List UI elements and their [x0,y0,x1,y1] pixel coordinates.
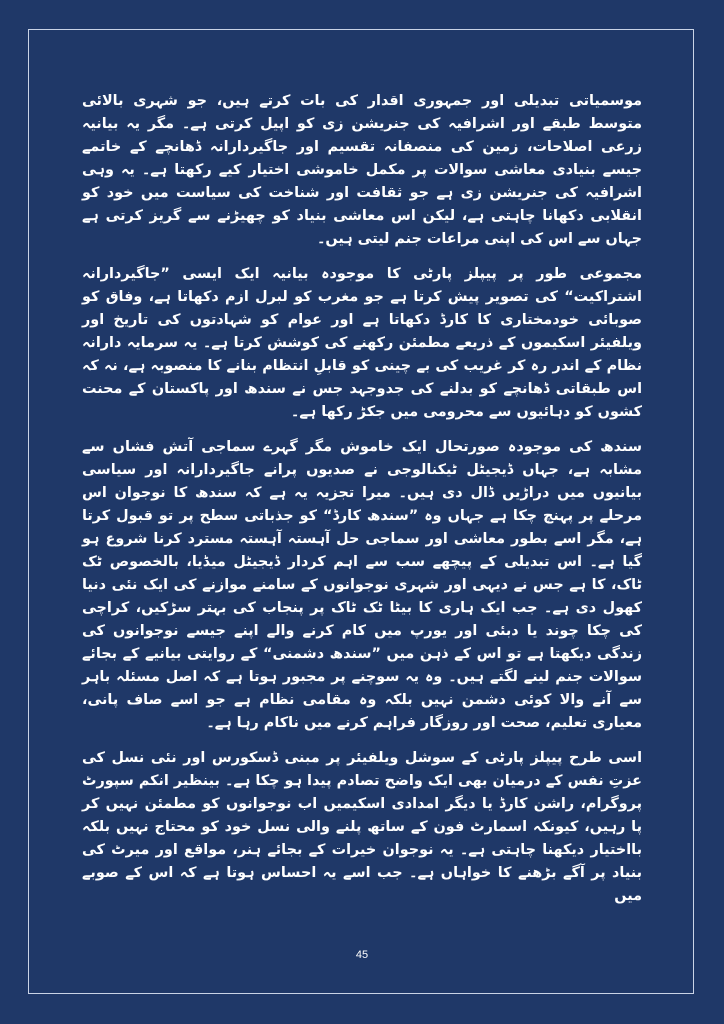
paragraph-1: موسمیاتی تبدیلی اور جمہوری اقدار کی بات کرتے ہیں، جو شہری بالائی متوسط طبقے اور اشرافیہ کی جنریشن زی کو اپیل کرتی ہے۔ مگر یہ بیانیہ زرعی اصلاحات، زمین کی منصفانہ تقسیم اور جاگیردارانہ ڈھانچے کے خاتمے جیسے بنیادی معاشی سوالات پر مکمل خاموشی اختیار کیے رکھتا ہے۔ یہ وہی اشرافیہ کی جنریشن زی ہے جو ثقافت اور شناخت کی سیاست میں خود کو انقلابی دکھانا چاہتی ہے، لیکن اس معاشی بنیاد کو چھیڑنے سے گریز کرتی ہے جہاں سے اس کی اپنی مراعات جنم لیتی ہیں۔ [82,93,642,247]
body-text [82,90,642,920]
paragraph-3: سندھ کی موجودہ صورتحال ایک خاموش مگر گہرے سماجی آتش فشاں سے مشابہ ہے، جہاں ڈیجیٹل ٹیکنالوجی نے صدیوں پرانے جاگیردارانہ اور سیاسی بیانیوں میں دراڑیں ڈال دی ہیں۔ میرا تجزیہ یہ ہے کہ سندھ کا نوجوان اس مرحلے پر پہنچ چکا ہے جہاں وہ ”سندھ کارڈ“ کو جذباتی سطح پر تو قبول کرتا ہے، مگر اسے بطور معاشی اور سماجی حل آہستہ آہستہ مسترد کرنا شروع ہو گیا ہے۔ اس تبدیلی کے پیچھے سب سے اہم کردار ڈیجیٹل میڈیا، بالخصوص ٹک ٹاک، کا ہے جس نے دیہی اور شہری نوجوانوں کے سامنے موازنے کی ایک نئی دنیا کھول دی ہے۔ جب ایک ہاری کا بیٹا ٹک ٹاک پر پنجاب کی بہتر سڑکیں، کراچی کی چکا چوند یا دبئی اور یورپ میں کام کرنے والے اپنے جیسے نوجوانوں کی زندگی دیکھتا ہے تو اس کے ذہن میں ”سندھ دشمنی“ کے روایتی بیانیے کے بجائے سوالات جنم لینے لگتے ہیں۔ وہ یہ سوچنے پر مجبور ہوتا ہے کہ اصل مسئلہ باہر سے آنے والا کوئی دشمن نہیں بلکہ وہ مقامی نظام ہے جو اسے صاف پانی، معیاری تعلیم، صحت اور روزگار فراہم کرنے میں ناکام رہا ہے۔ [82,439,642,731]
paragraph-2: مجموعی طور پر پیپلز پارٹی کا موجودہ بیانیہ ایک ایسی ”جاگیردارانہ اشتراکیت“ کی تصویر پیش کرتا ہے جو مغرب کو لبرل ازم دکھاتا ہے، وفاق کو صوبائی خودمختاری کا کارڈ دکھاتا ہے اور عوام کو شہادتوں کی تاریخ اور ویلفیئر اسکیموں کے ذریعے مطمئن رکھنے کی کوشش کرتا ہے۔ یہ سرمایہ دارانہ نظام کے اندر رہ کر غریب کی بے چینی کو قابلِ انتظام بنانے کا منصوبہ ہے، نہ کہ اس طبقاتی ڈھانچے کو بدلنے کی جدوجہد جس نے سندھ اور پاکستان کے محنت کشوں کو دہائیوں سے محرومی میں جکڑ رکھا ہے۔ [82,266,642,420]
page-number: 45 [355,949,369,961]
paragraph-4: اسی طرح پیپلز پارٹی کے سوشل ویلفیئر پر مبنی ڈسکورس اور نئی نسل کی عزتِ نفس کے درمیان بھی ایک واضح تصادم پیدا ہو چکا ہے۔ بینظیر انکم سپورٹ پروگرام، راشن کارڈ یا دیگر امدادی اسکیمیں اب نوجوانوں کو مطمئن نہیں کر پا رہیں، کیونکہ اسمارٹ فون کے ساتھ پلنے والی نسل خود کو محتاج نہیں بلکہ بااختیار دیکھنا چاہتی ہے۔ یہ نوجوان خیرات کے بجائے ہنر، مواقع اور میرٹ کی بنیاد پر آگے بڑھنے کا خواہاں ہے۔ جب اسے یہ احساس ہوتا ہے کہ اس کے صوبے میں [82,750,642,904]
